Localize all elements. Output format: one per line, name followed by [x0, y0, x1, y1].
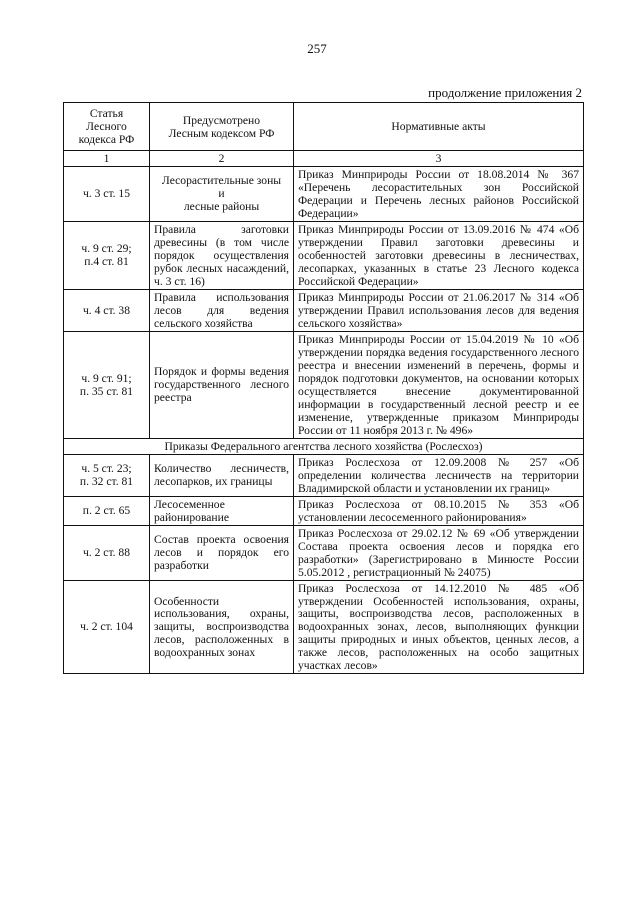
act-cell: Приказ Рослесхоза от 14.12.2010 № 485 «Об утверждении Особенностей использования, охраны, защиты, воспроизводства лесов, расположенных в водоохранных зонах, лесов, выполняющих функции защиты природных и иных объектов, ценных лесов, а также лесов, расположенных на особо защитных участках лесов» — [294, 580, 584, 674]
column-number-row — [64, 151, 584, 167]
page-number: 257 — [307, 41, 327, 56]
act-cell: Приказ Минприроды России от 21.06.2017 № 314 «Об утверждении Правил использования лесов для ведения сельского хозяйства» — [294, 289, 584, 331]
article-cell: ч. 2 ст. 88 — [64, 525, 150, 580]
act-cell: Приказ Минприроды России от 18.08.2014 № 367 «Перечень лесорастительных зон Российской Федерации и Перечень лесных районов Российской Федерации» — [294, 166, 584, 221]
table-row — [64, 496, 584, 525]
column-number: 1 — [64, 151, 150, 167]
provision-cell: Правила использования лесов для ведения сельского хозяйства — [150, 289, 294, 331]
section-row — [64, 438, 584, 454]
regulations-table — [63, 102, 584, 674]
header-article: Статья Лесного кодекса РФ — [64, 103, 150, 151]
column-number: 3 — [294, 151, 584, 167]
section-title: Приказы Федерального агентства лесного хозяйства (Рослесхоз) — [64, 438, 584, 454]
header-provision: Предусмотрено Лесным кодексом РФ — [150, 103, 294, 151]
act-cell: Приказ Минприроды России от 13.09.2016 № 474 «Об утверждении Правил заготовки древесины и особенностей заготовки древесины в лесничествах, лесопарках, указанных в статье 23 Лесного кодекса Российской Федерации» — [294, 221, 584, 289]
provision-cell: Состав проекта освоения лесов и порядок его разработки — [150, 525, 294, 580]
table-row — [64, 331, 584, 438]
act-cell: Приказ Рослесхоза от 08.10.2015 № 353 «Об установлении лесосеменного районирования» — [294, 496, 584, 525]
act-cell: Приказ Рослесхоза от 29.02.12 № 69 «Об утверждении Состава проекта освоения лесов и порядка его разработки» (Зарегистрировано в Минюсте России 5.05.2012 , регистрационный № 24075) — [294, 525, 584, 580]
table-header-row — [64, 103, 584, 151]
provision-cell: Правила заготовки древесины (в том числе порядок осуществления рубок лесных насаждений, ч. 3 ст. 16) — [150, 221, 294, 289]
table-row — [64, 580, 584, 674]
provision-cell: Особенности использования, охраны, защиты, воспроизводства лесов, расположенных в водоохранных зонах — [150, 580, 294, 674]
article-cell: ч. 9 ст. 29; п.4 ст. 81 — [64, 221, 150, 289]
article-cell: п. 2 ст. 65 — [64, 496, 150, 525]
column-number: 2 — [150, 151, 294, 167]
table-row — [64, 454, 584, 496]
article-cell: ч. 4 ст. 38 — [64, 289, 150, 331]
act-cell: Приказ Рослесхоза от 12.09.2008 № 257 «Об определении количества лесничеств на территории Владимирской области и установлении их границ» — [294, 454, 584, 496]
header-acts: Нормативные акты — [294, 103, 584, 151]
appendix-continuation-label: продолжение приложения 2 — [428, 85, 582, 100]
provision-cell: Порядок и формы ведения государственного лесного реестра — [150, 331, 294, 438]
provision-cell: Лесосеменное районирование — [150, 496, 294, 525]
provision-cell: Количество лесничеств, лесопарков, их границы — [150, 454, 294, 496]
act-cell: Приказ Минприроды России от 15.04.2019 № 10 «Об утверждении порядка ведения государственного лесного реестра и внесении изменений в перечень, формы и порядок подготовки документов, на основании которых осуществляется внесение документированной информации в государственный лесной реестр и ее изменение, утвержденные приказом Минприроды России от 11 ноября 2013 г. № 496» — [294, 331, 584, 438]
article-cell: ч. 2 ст. 104 — [64, 580, 150, 674]
table-row — [64, 525, 584, 580]
table-row — [64, 221, 584, 289]
article-cell: ч. 5 ст. 23; п. 32 ст. 81 — [64, 454, 150, 496]
table-row — [64, 166, 584, 221]
article-cell: ч. 9 ст. 91; п. 35 ст. 81 — [64, 331, 150, 438]
article-cell: ч. 3 ст. 15 — [64, 166, 150, 221]
table-row — [64, 289, 584, 331]
provision-cell: Лесорастительные зоны и лесные районы — [150, 166, 294, 221]
